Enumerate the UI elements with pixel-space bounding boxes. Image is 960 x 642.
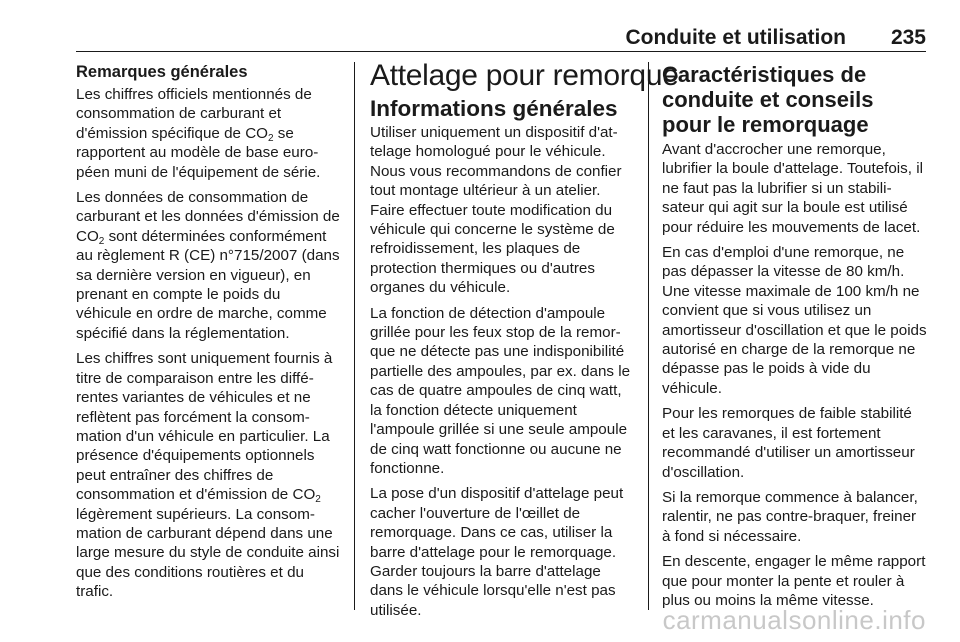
page-header bbox=[76, 26, 926, 50]
paragraph: Si la remorque commence à balancer, ralentir, ne pas contre-braquer, freiner à fond si nécessaire. bbox=[662, 488, 918, 545]
paragraph: En cas d'emploi d'une remorque, ne pas dépasser la vitesse de 80 km/h. Une vitesse maximale de 100 km/h ne convient que si vous utilisez un amortisseur d'oscillation et que le poids autorisé en charge de la remorque ne dépasse pas le poids à vide du véhicule. bbox=[662, 244, 927, 397]
paragraph: Les chiffres officiels mentionnés de consommation de carburant et d'émission spécifique de $CO_2$ se rapportent au modèle de base européen muni de l'équipement de série. bbox=[76, 86, 321, 181]
subsection-title: Informations générales bbox=[370, 96, 618, 121]
paragraph: La pose d'un dispositif d'attelage peut cacher l'ouverture de l'œillet de remorquage. Dans ce cas, utiliser la barre d'attelage pour le remorquage. Garder toujours la barre d'attelage dans le véhicule lorsqu'elle n'est pas utilisée. bbox=[370, 485, 624, 619]
column-divider bbox=[354, 62, 355, 610]
section-heading: Remarques générales bbox=[76, 63, 248, 81]
column-middle bbox=[370, 59, 679, 626]
column-divider bbox=[648, 62, 649, 610]
section-title: Attelage pour remorque bbox=[370, 59, 679, 92]
paragraph: Pour les remorques de faible stabilité et les caravanes, il est fortement recommandé d'utiliser un amortisseur d'oscillation. bbox=[662, 405, 915, 481]
paragraph: La fonction de détection d'ampoule grillée pour les feux stop de la remorque ne détecte pas une indisponibilité partielle des ampoules, par ex. dans le cas de quatre ampoules de cinq watt, la fonction détecte uniquement l'ampoule grillée si une seule ampoule de cinq watt fonctionne ou aucune ne fonctionne. bbox=[370, 304, 631, 477]
page-number: 235 bbox=[890, 26, 926, 49]
column-left bbox=[76, 62, 340, 608]
paragraph: Les chiffres sont uniquement fournis à titre de comparaison entre les différentes variantes de véhicules et ne reflètent pas forcément la consommation d'un véhicule en particulier. La présence d'équipements optionnels peut entraîner des chiffres de consommation et d'émission de $CO_2$ légèrement supérieurs. La consommation de carburant dépend dans une large mesure du style de conduite ainsi que des conditions routières et du trafic. bbox=[76, 350, 340, 601]
subsection-title: Caractéristiques de conduite et conseils pour le remorquage bbox=[662, 62, 874, 137]
paragraph: Utiliser uniquement un dispositif d'attelage homologué pour le véhicule. Nous vous recommandons de confier tout montage ultérieur à un atelier. Faire effectuer toute modification du véhicule qui concerne le système de refroidissement, les plaques de protection thermiques ou d'autres organes du véhicule. bbox=[370, 124, 622, 297]
paragraph: Les données de consommation de carburant et les données d'émission de $CO_2$ sont déterminées conformément au règlement R (CE) n°715/2007 (dans sa dernière version en vigueur), en prenant en compte le poids du véhicule en ordre de marche, comme spécifié dans la réglementation. bbox=[76, 189, 340, 342]
paragraph: En descente, engager le même rapport que pour monter la pente et rouler à plus ou moins la même vitesse. bbox=[662, 553, 926, 609]
paragraph: Avant d'accrocher une remorque, lubrifier la boule d'attelage. Toutefois, il ne faut pas la lubrifier si un stabilisateur qui agit sur la boule est utilisé pour réduire les mouvements de lacet. bbox=[662, 141, 923, 236]
chapter-title: Conduite et utilisation bbox=[625, 26, 846, 49]
column-right bbox=[662, 62, 928, 616]
watermark: carmanualsonline.info bbox=[662, 605, 926, 635]
header-rule bbox=[76, 51, 926, 52]
